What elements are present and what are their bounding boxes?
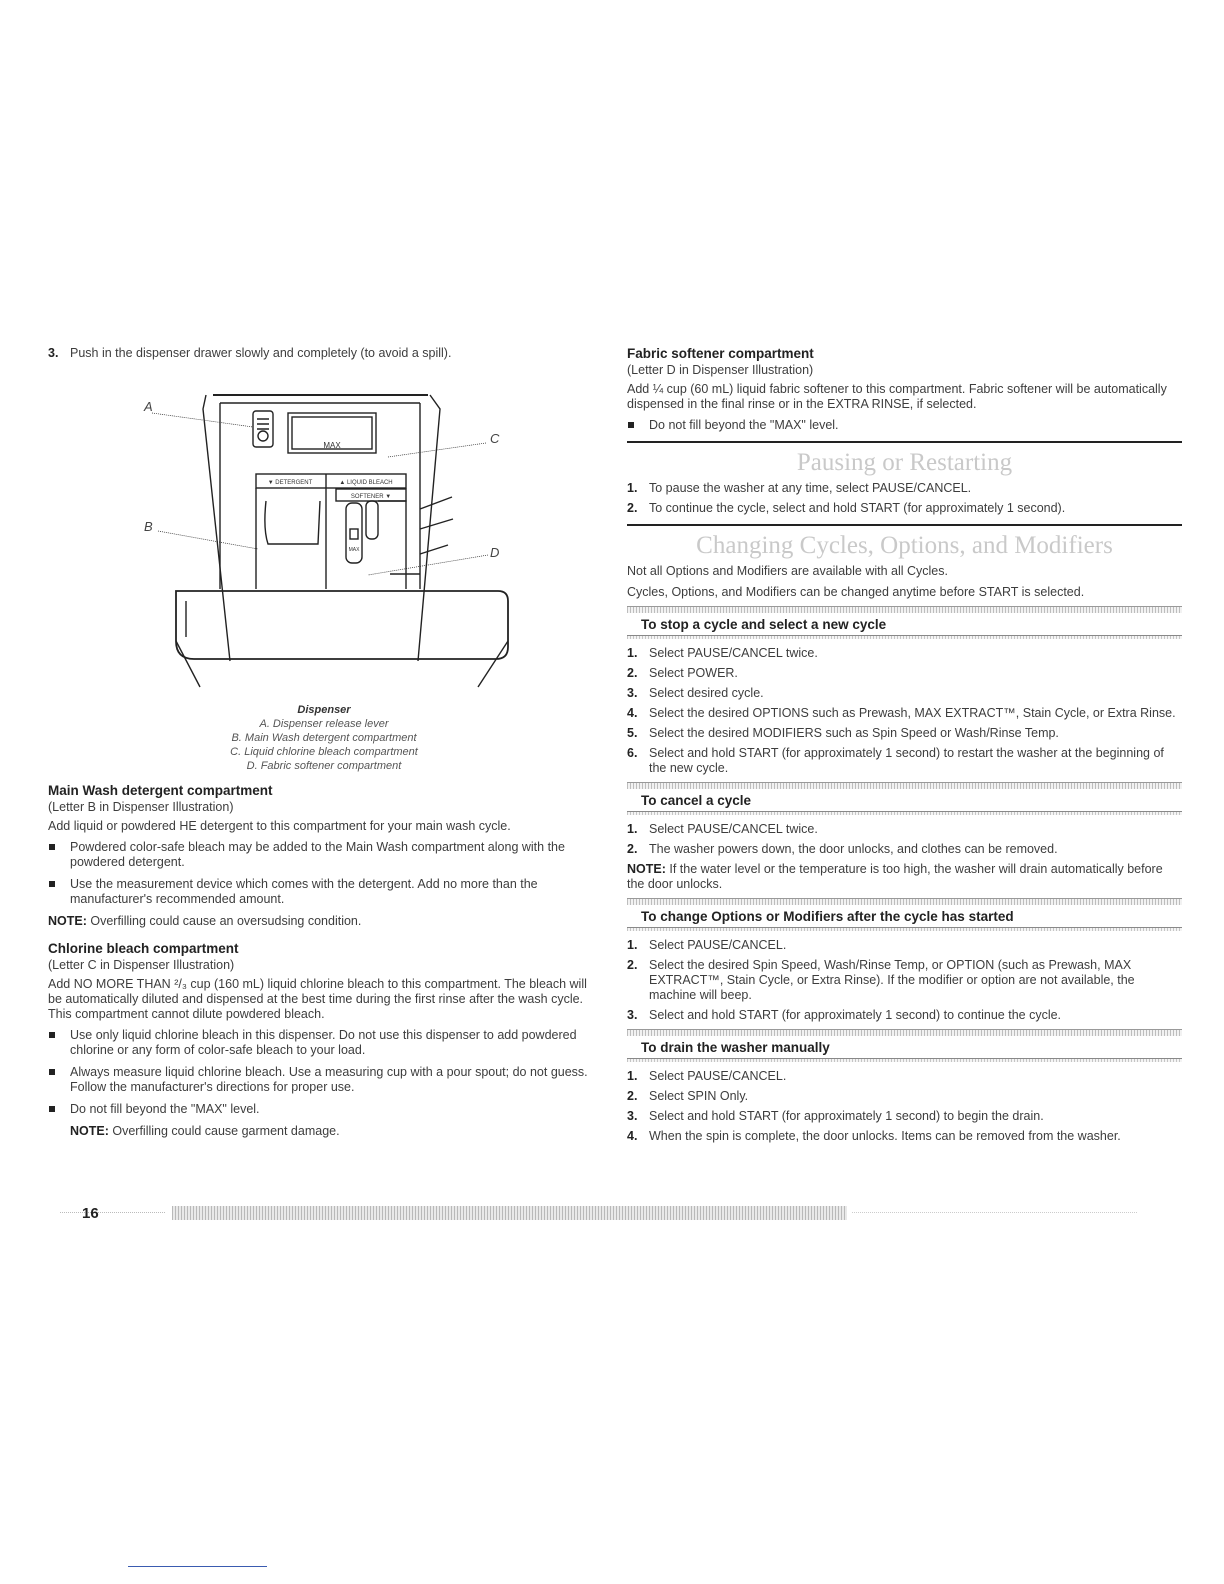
detergent-label: ▼ DETERGENT — [267, 480, 313, 486]
drain-step — [627, 1089, 1182, 1104]
main-wash-bullet: Powdered color-safe bleach may be added to the Main Wash compartment along with the powdered detergent. — [48, 840, 600, 870]
step-number: 3. — [627, 1109, 638, 1123]
step-number: 2. — [627, 842, 638, 856]
drain-heading: To drain the washer manually — [627, 1036, 1182, 1059]
step-text: Select SPIN Only. — [649, 1089, 749, 1103]
step-text: Select desired cycle. — [649, 686, 764, 700]
footer-dotted-rule — [60, 1212, 165, 1213]
step-number: 1. — [627, 822, 638, 836]
drain-step — [627, 1109, 1182, 1124]
step-text: To pause the washer at any time, select PAUSE/CANCEL. — [649, 481, 972, 495]
step-text: Select PAUSE/CANCEL. — [649, 938, 787, 952]
footer-pattern-band — [172, 1206, 847, 1220]
bottom-link-underline — [128, 1566, 267, 1567]
caption-item-c: C. Liquid chlorine bleach compartment — [230, 746, 418, 758]
step-text: Select and hold START (for approximately 1 second) to restart the washer at the beginning of the new cycle. — [649, 746, 1164, 775]
caption-item-d: D. Fabric softener compartment — [246, 760, 402, 772]
figure-caption — [48, 703, 600, 773]
note-text: Overfilling could cause garment damage. — [108, 1124, 340, 1138]
main-wash-heading: Main Wash detergent compartment — [48, 783, 273, 798]
step-text: Select and hold START (for approximately 1 second) to begin the drain. — [649, 1109, 1044, 1123]
caption-item-b: B. Main Wash detergent compartment — [231, 732, 417, 744]
chlorine-reference: (Letter C in Dispenser Illustration) — [48, 958, 235, 972]
softener-heading: Fabric softener compartment — [627, 346, 814, 361]
step-text: Push in the dispenser drawer slowly and completely (to avoid a spill). — [70, 346, 452, 360]
step-number: 3. — [627, 1008, 638, 1022]
page-footer — [60, 1202, 1140, 1224]
chlorine-bullet: Always measure liquid chlorine bleach. Use a measuring cup with a pour spout; do not guess. Follow the manufacturer's directions for proper use. — [48, 1065, 600, 1095]
chlorine-note — [48, 1124, 600, 1139]
main-wash-reference: (Letter B in Dispenser Illustration) — [48, 800, 234, 814]
softener-reference: (Letter D in Dispenser Illustration) — [627, 363, 814, 377]
stop-cycle-step — [627, 706, 1182, 721]
step-text: When the spin is complete, the door unlocks. Items can be removed from the washer. — [649, 1129, 1121, 1143]
chlorine-bullets — [48, 1028, 600, 1117]
cancel-cycle-note — [627, 862, 1182, 892]
chlorine-paragraph — [48, 977, 600, 1022]
callout-d: D — [490, 545, 500, 560]
footer-dotted-rule — [852, 1212, 1137, 1213]
step-number: 2. — [627, 958, 638, 972]
stop-cycle-step — [627, 646, 1182, 661]
step-number: 3. — [48, 346, 59, 360]
change-options-step — [627, 958, 1182, 1003]
step-text: To continue the cycle, select and hold START (for approximately 1 second). — [649, 501, 1066, 515]
softener-label: SOFTENER ▼ — [350, 494, 392, 500]
cancel-cycle-heading: To cancel a cycle — [627, 789, 1182, 812]
max-label: MAX — [323, 441, 341, 450]
step-number: 1. — [627, 938, 638, 952]
change-options-heading: To change Options or Modifiers after the cycle has started — [627, 905, 1182, 928]
change-options-step — [627, 1008, 1182, 1023]
pausing-step — [627, 481, 1182, 496]
stop-cycle-step — [627, 726, 1182, 741]
main-wash-bullets — [48, 840, 600, 907]
liquid-bleach-label: ▲ LIQUID BLEACH — [339, 480, 393, 486]
step-text: Select the desired Spin Speed, Wash/Rinse Temp, or OPTION (such as Prewash, MAX EXTRACT™, Stain Cycle, or Extra Rinse). If the modifier or option are not available, the machine will beep. — [649, 958, 1135, 1002]
note-text: If the water level or the temperature is too high, the washer will drain automatically before the door unlocks. — [627, 862, 1163, 891]
dispenser-step-3 — [48, 346, 600, 361]
section-rule — [627, 441, 1182, 443]
chlorine-para-end: cup (160 mL) liquid chlorine bleach to this compartment. The bleach will be automatically diluted and dispensed at the best time during the first rinse after the wash cycle. This compartment cannot dilute powdered bleach. — [48, 977, 587, 1021]
step-text: Select POWER. — [649, 666, 738, 680]
chlorine-para-start: Add NO MORE THAN — [48, 977, 175, 991]
page-number: 16 — [82, 1205, 99, 1222]
step-text: Select PAUSE/CANCEL twice. — [649, 822, 818, 836]
step-number: 1. — [627, 481, 638, 495]
stop-cycle-step — [627, 666, 1182, 681]
step-number: 1. — [627, 1069, 638, 1083]
stop-cycle-step — [627, 686, 1182, 701]
step-number: 2. — [627, 666, 638, 680]
softener-bullets — [627, 418, 1182, 433]
step-number: 4. — [627, 1129, 638, 1143]
caption-title: Dispenser — [297, 704, 351, 716]
pattern-band — [627, 606, 1182, 613]
stop-cycle-step — [627, 746, 1182, 776]
step-number: 2. — [627, 1089, 638, 1103]
step-text: Select PAUSE/CANCEL. — [649, 1069, 787, 1083]
pattern-band — [627, 782, 1182, 789]
softener-paragraph: Add ¼ cup (60 mL) liquid fabric softener to this compartment. Fabric softener will be automatically dispensed in the final rinse or in the EXTRA RINSE, if selected. — [627, 382, 1167, 411]
step-number: 6. — [627, 746, 638, 760]
changing-intro-1: Not all Options and Modifiers are available with all Cycles. — [627, 564, 948, 578]
changing-intro-2: Cycles, Options, and Modifiers can be changed anytime before START is selected. — [627, 585, 1085, 599]
step-text: The washer powers down, the door unlocks, and clothes can be removed. — [649, 842, 1058, 856]
cancel-cycle-step — [627, 842, 1182, 857]
change-options-step — [627, 938, 1182, 953]
callout-b: B — [144, 519, 153, 534]
softener-bullet: Do not fill beyond the "MAX" level. — [627, 418, 1182, 433]
step-number: 5. — [627, 726, 638, 740]
left-column — [48, 346, 600, 1145]
step-text: Select the desired MODIFIERS such as Spin Speed or Wash/Rinse Temp. — [649, 726, 1059, 740]
dispenser-illustration — [48, 369, 600, 699]
chlorine-bullet: Do not fill beyond the "MAX" level. — [48, 1102, 600, 1117]
pausing-title: Pausing or Restarting — [796, 449, 1013, 476]
changing-title: Changing Cycles, Options, and Modifiers — [696, 532, 1113, 559]
pausing-step — [627, 501, 1182, 516]
note-text: Overfilling could cause an oversudsing condition. — [86, 914, 362, 928]
drain-step — [627, 1129, 1182, 1144]
stop-cycle-heading: To stop a cycle and select a new cycle — [627, 613, 1182, 636]
dispenser-drawing — [48, 369, 600, 699]
step-number: 1. — [627, 646, 638, 660]
drain-step — [627, 1069, 1182, 1084]
note-label: NOTE: — [70, 1124, 109, 1138]
pattern-band — [627, 1029, 1182, 1036]
main-wash-bullet: Use the measurement device which comes with the detergent. Add no more than the manufacturer's recommended amount. — [48, 877, 600, 907]
pattern-band — [627, 898, 1182, 905]
step-number: 2. — [627, 501, 638, 515]
main-wash-note — [48, 914, 600, 929]
caption-item-a: A. Dispenser release lever — [259, 718, 389, 730]
step-number: 3. — [627, 686, 638, 700]
chlorine-bullet: Use only liquid chlorine bleach in this dispenser. Do not use this dispenser to add powdered chlorine or any form of color-safe bleach to your load. — [48, 1028, 600, 1058]
cancel-cycle-step — [627, 822, 1182, 837]
step-text: Select and hold START (for approximately 1 second) to continue the cycle. — [649, 1008, 1062, 1022]
step-text: Select the desired OPTIONS such as Prewash, MAX EXTRACT™, Stain Cycle, or Extra Rinse. — [649, 706, 1176, 720]
chlorine-fraction: ²/₃ — [174, 977, 187, 991]
callout-c: C — [490, 431, 500, 446]
softener-max-label: MAX — [348, 547, 360, 553]
callout-a: A — [144, 399, 153, 414]
section-rule — [627, 524, 1182, 526]
note-label: NOTE: — [48, 914, 87, 928]
right-column — [627, 346, 1182, 1149]
step-text: Select PAUSE/CANCEL twice. — [649, 646, 818, 660]
note-label: NOTE: — [627, 862, 666, 876]
step-number: 4. — [627, 706, 638, 720]
chlorine-heading: Chlorine bleach compartment — [48, 941, 239, 956]
main-wash-paragraph: Add liquid or powdered HE detergent to this compartment for your main wash cycle. — [48, 819, 511, 833]
